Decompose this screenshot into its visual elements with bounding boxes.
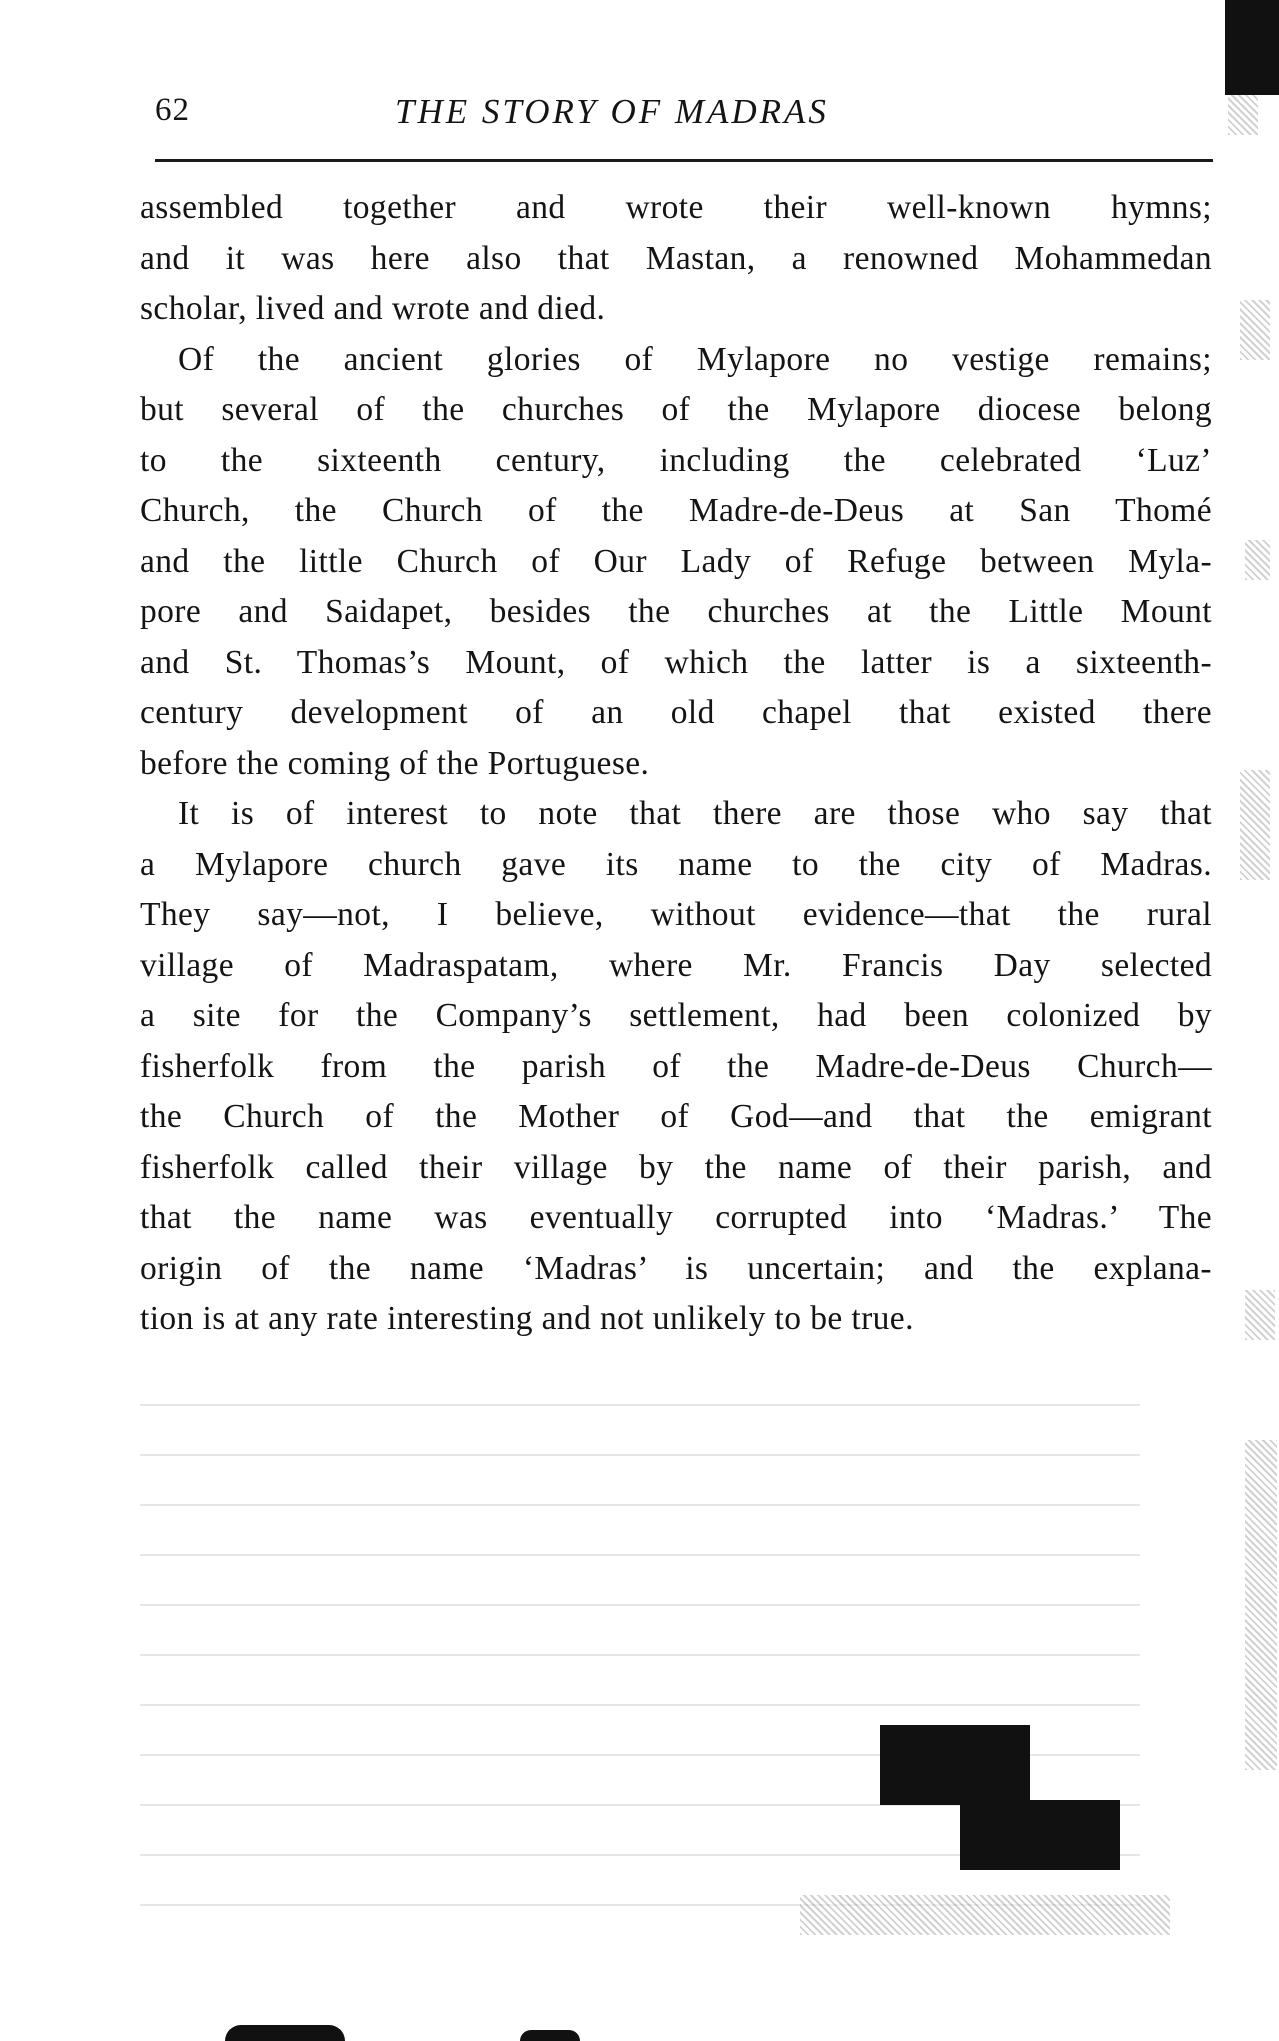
text-line: origin of the name ‘Madras’ is uncertain; and the explana-	[140, 1249, 1212, 1287]
body-text	[140, 183, 1212, 1345]
text-line: century development of an old chapel that existed there	[140, 694, 1212, 731]
text-line: scholar, lived and wrote and died.	[140, 290, 606, 327]
text-line: and St. Thomas’s Mount, of which the latter is a sixteenth-	[140, 643, 1212, 681]
scan-ink-blot	[225, 2025, 345, 2041]
scan-edge-noise	[1245, 540, 1270, 580]
text-line: assembled together and wrote their well-known hymns;	[140, 189, 1212, 226]
text-line: but several of the churches of the Mylapore diocese belong	[140, 391, 1212, 428]
text-line: fisherfolk called their village by the name of their parish, and	[140, 1148, 1212, 1186]
scan-edge-noise	[1240, 300, 1270, 360]
text-line: and it was here also that Mastan, a renowned Mohammedan	[140, 239, 1212, 277]
scan-edge-noise	[1245, 1440, 1277, 1770]
text-line: Of the ancient glories of Mylapore no vestige remains;	[178, 340, 1212, 378]
paragraph-2	[140, 335, 1212, 790]
scan-edge-noise	[800, 1895, 1170, 1935]
text-line: that the name was eventually corrupted into ‘Madras.’ The	[140, 1199, 1212, 1236]
text-line: a Mylapore church gave its name to the city of Madras.	[140, 845, 1212, 883]
paragraph-1	[140, 183, 1212, 335]
text-line: pore and Saidapet, besides the churches at the Little Mount	[140, 593, 1212, 630]
scan-ink-blot	[880, 1725, 1030, 1805]
text-line: to the sixteenth century, including the celebrated ‘Luz’	[140, 441, 1212, 479]
scan-edge-noise	[1228, 95, 1258, 135]
text-line: fisherfolk from the parish of the Madre-de-Deus Church—	[140, 1047, 1212, 1085]
text-line: a site for the Company’s settlement, had been colonized by	[140, 997, 1212, 1034]
text-line: tion is at any rate interesting and not unlikely to be true.	[140, 1300, 914, 1337]
text-line: They say—not, I believe, without evidence—that the rural	[140, 896, 1212, 933]
scan-ink-blot	[520, 2030, 580, 2041]
text-line: before the coming of the Portuguese.	[140, 744, 650, 782]
text-line: Church, the Church of the Madre-de-Deus at San Thomé	[140, 492, 1212, 529]
scan-edge-noise	[1245, 1290, 1275, 1340]
text-line: and the little Church of Our Lady of Refuge between Myla-	[140, 542, 1212, 580]
scan-corner-mark	[1225, 0, 1279, 95]
paragraph-3	[140, 789, 1212, 1345]
page-header	[155, 92, 1215, 142]
page-number: 62	[155, 92, 190, 128]
scan-edge-noise	[1240, 770, 1270, 880]
text-line: the Church of the Mother of God—and that the emigrant	[140, 1098, 1212, 1135]
text-line: It is of interest to note that there are those who say that	[178, 795, 1212, 832]
header-rule	[155, 159, 1213, 162]
scan-ink-blot	[960, 1800, 1120, 1870]
running-head: THE STORY OF MADRAS	[395, 92, 829, 131]
text-line: village of Madraspatam, where Mr. Francis Day selected	[140, 946, 1212, 984]
